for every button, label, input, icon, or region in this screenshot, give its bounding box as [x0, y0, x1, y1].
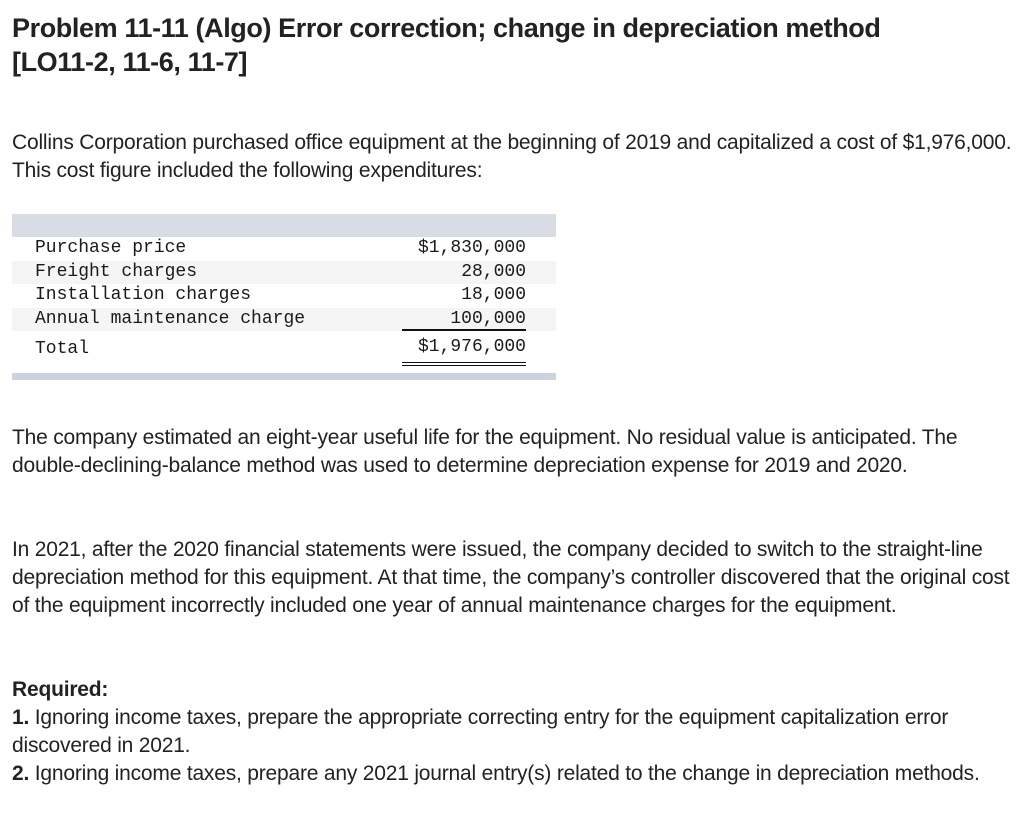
- table-row: [12, 261, 556, 285]
- required-item-1: [12, 704, 1017, 760]
- table-row: [12, 284, 556, 308]
- row-amount: 100,000: [402, 309, 526, 331]
- row-amount: 28,000: [461, 261, 526, 282]
- problem-title-line2: [LO11-2, 11-6, 11-7]: [12, 47, 248, 77]
- method-change-paragraph: In 2021, after the 2020 financial statements were issued, the company decided to switch to the straight-line depreciation method for this equipment. At that time, the company’s controller discovered that the original cost of the equipment incorrectly included one year of annual maintenance charges for the equipment.: [12, 538, 1010, 617]
- table-row: [12, 237, 556, 261]
- row-label: Installation charges: [35, 285, 252, 305]
- table-row: [12, 308, 556, 332]
- required-section: [12, 676, 1017, 788]
- required-item-text: Ignoring income taxes, prepare the appropriate correcting entry for the equipment capitalization error discovered in 2021.: [12, 706, 949, 757]
- table-footer-band: [12, 373, 556, 380]
- problem-title: [12, 0, 1017, 79]
- table-total-row: [12, 331, 556, 367]
- required-item-2: [12, 760, 1017, 788]
- row-amount: 18,000: [461, 285, 526, 305]
- row-label: Annual maintenance charge: [12, 308, 396, 332]
- total-label: Total: [12, 331, 396, 367]
- table-header-band: [12, 214, 556, 237]
- intro-paragraph: Collins Corporation purchased office equipment at the beginning of 2019 and capitalized a cost of $1,976,000. This cost figure included the following expenditures:: [12, 131, 1012, 182]
- required-item-text: Ignoring income taxes, prepare any 2021 journal entry(s) related to the change in depreciation methods.: [29, 762, 980, 785]
- problem-title-line1: Problem 11-11 (Algo) Error correction; change in depreciation method: [12, 13, 881, 43]
- required-item-number: 1.: [12, 706, 30, 729]
- total-amount: $1,976,000: [402, 334, 526, 366]
- expenditures-grid: [12, 237, 556, 367]
- row-label: Purchase price: [35, 238, 187, 258]
- useful-life-paragraph: The company estimated an eight-year useful life for the equipment. No residual value is anticipated. The double-declining-balance method was used to determine depreciation expense for 2019 and 2020.: [12, 426, 958, 477]
- expenditures-table: [12, 214, 556, 380]
- problem-page: [12, 0, 1017, 785]
- row-label: Freight charges: [12, 261, 396, 285]
- row-amount: $1,830,000: [417, 238, 526, 258]
- required-item-number: 2.: [12, 762, 30, 785]
- required-heading: Required:: [12, 678, 109, 701]
